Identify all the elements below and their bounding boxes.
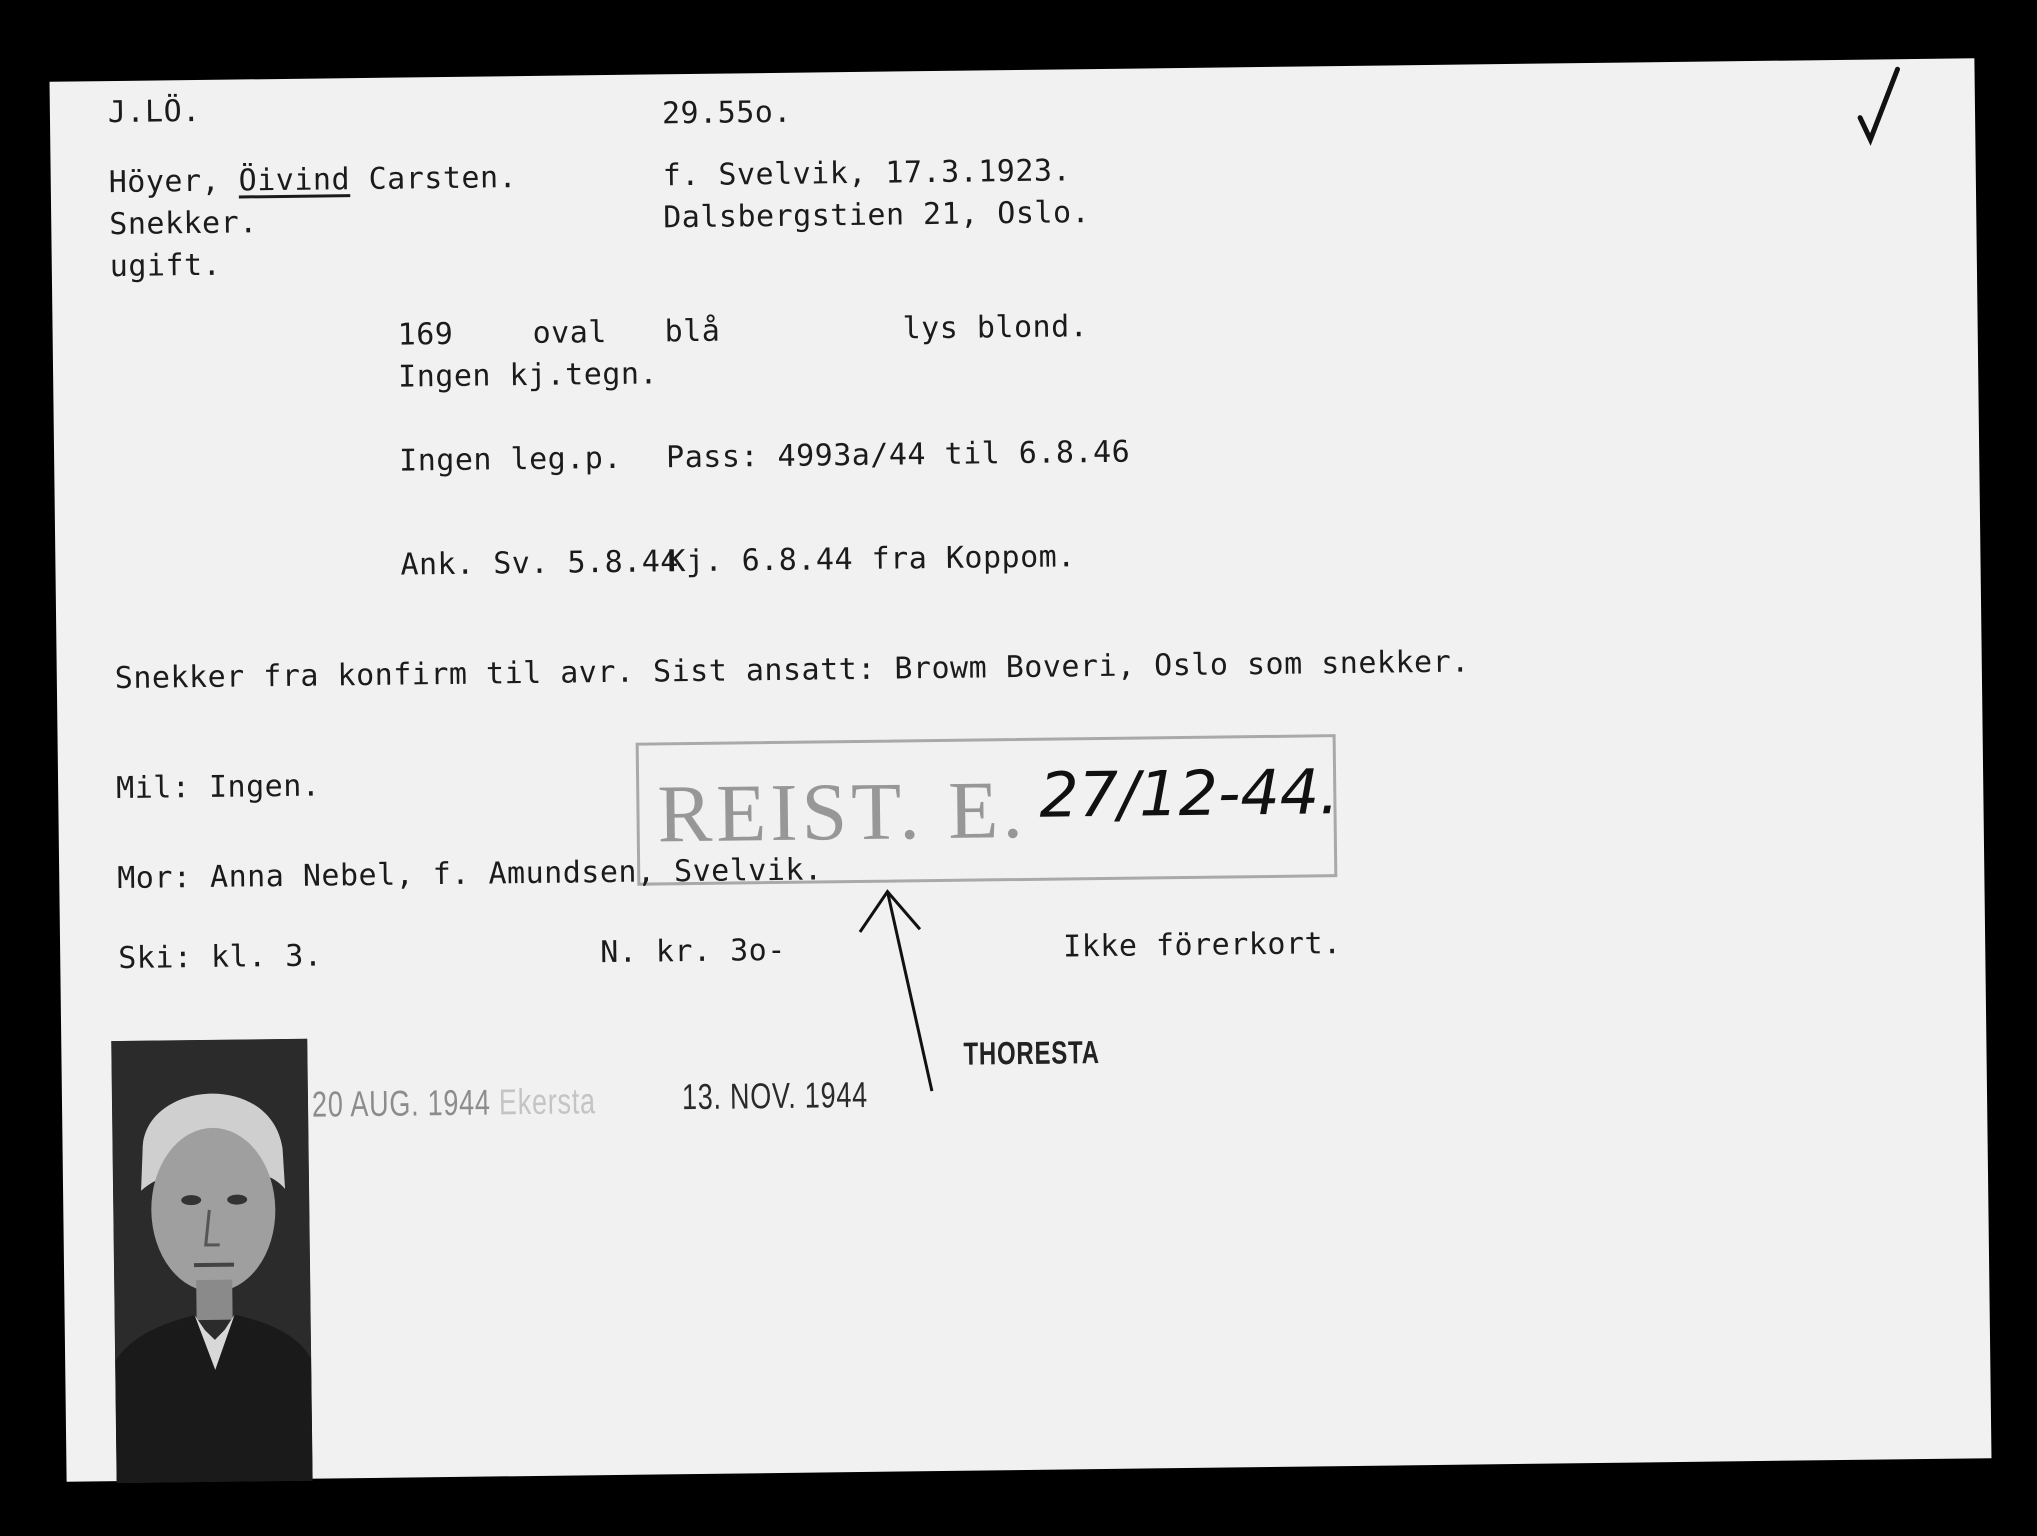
marital-status: ugift. <box>109 247 222 285</box>
reist-hand-date: 27/12-44. <box>1038 755 1340 832</box>
surname: Höyer, <box>108 163 221 201</box>
name-line <box>109 160 518 200</box>
drivers-license: Ikke förerkort. <box>1062 926 1342 965</box>
middle-name: Carsten. <box>368 160 518 197</box>
mother: Mor: Anna Nebel, f. Amundsen, Svelvik. <box>117 852 823 897</box>
file-number: 29.55o. <box>661 94 793 132</box>
portrait-photo <box>111 1039 312 1483</box>
marks: Ingen kj.tegn. <box>397 356 659 395</box>
birth-info: f. Svelvik, 17.3.1923. <box>662 153 1072 194</box>
date-stamp-1-date: 20 AUG. 1944 <box>311 1081 491 1125</box>
place-stamp-2 <box>963 1034 1100 1073</box>
work-history: Snekker fra konfirm til avr. Sist ansatt: Browm Boveri, Oslo som snekker. <box>114 644 1470 697</box>
eye-color: blå <box>664 313 721 350</box>
date-stamp-1 <box>312 1080 596 1125</box>
date-stamp-2 <box>682 1074 868 1118</box>
reist-stamp-text: REIST. E. <box>656 763 1028 860</box>
hair-color: lys blond. <box>902 309 1089 347</box>
height: 169 <box>397 316 454 353</box>
initials: J.LÖ. <box>107 93 201 131</box>
leg-p: Ingen leg.p. <box>398 440 623 479</box>
check-mark <box>1849 59 1910 150</box>
nkr: N. kr. 3o- <box>599 932 787 971</box>
military: Mil: Ingen. <box>115 768 321 807</box>
registration-card <box>50 58 1992 1481</box>
kj-line: Kj. 6.8.44 fra Koppom. <box>667 539 1076 580</box>
address: Dalsbergstien 21, Oslo. <box>663 195 1091 236</box>
place-stamp-2-text: THORESTA <box>963 1034 1100 1072</box>
date-stamp-1-place: Ekersta <box>498 1080 596 1123</box>
portrait-image <box>111 1039 312 1483</box>
given-name: Öivind <box>238 162 351 199</box>
face-shape: oval <box>532 315 608 351</box>
ski: Ski: kl. 3. <box>118 938 323 977</box>
passport: Pass: 4993a/44 til 6.8.46 <box>665 434 1131 476</box>
occupation: Snekker. <box>109 205 258 243</box>
arrival: Ank. Sv. 5.8.44 <box>400 544 680 583</box>
date-stamp-2-date: 13. NOV. 1944 <box>681 1073 869 1118</box>
